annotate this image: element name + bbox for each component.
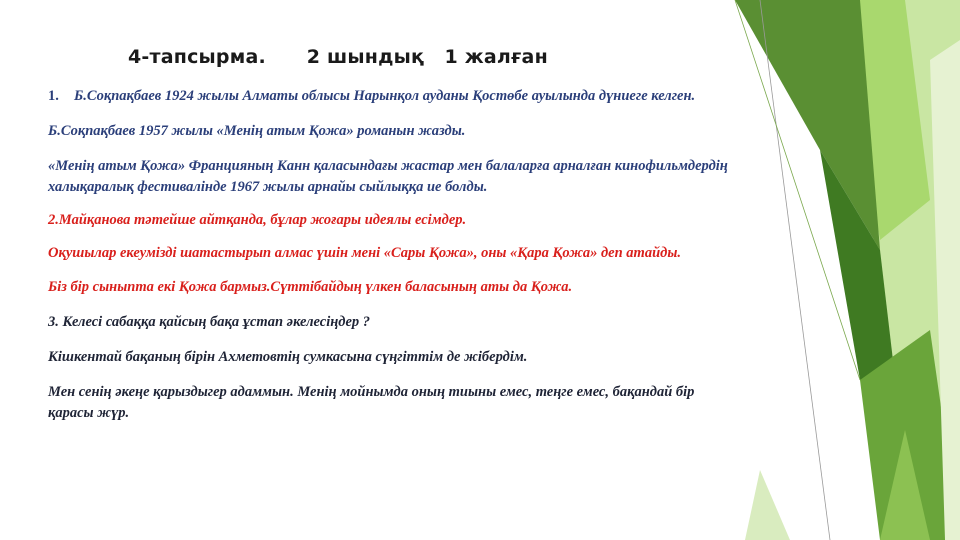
statement-nicknames: Оқушылар екеумізді шатастырып алмас үшін мені «Сары Қожа», оны «Қара Қожа» деп атайды.	[48, 245, 682, 261]
statement-question-3: 3. Келесі сабаққа қайсың бақа ұстап әкелесіңдер ?	[48, 314, 371, 330]
statement-frog: Кішкентай бақаның бірін Ахметовтің сумкасына сүңгіттім де жібердім.	[48, 349, 528, 365]
list-item-number: 1.	[48, 88, 59, 104]
statement-debt: Мен сенің әкеңе қарыздыгер адаммын. Менің мойнымда оның тиыны емес, теңге емес, бақандай бір қарасы жүр.	[48, 384, 695, 421]
statement-maikanova: 2.Майқанова тәтейше айтқанда, бұлар жоғары идеялы есімдер.	[48, 212, 467, 228]
statement-festival: «Менің атым Қожа» Францияның Канн қаласындағы жастар мен балаларға арналған кинофильмдердің халықаралық фестивалінде 1967 жылы арнайы сыйлыққа ие болды.	[48, 158, 728, 195]
bottom-small-facet	[745, 470, 790, 540]
statement-two-kozha: Біз бір сыныпта екі Қожа бармыз.Сүттібайдың үлкен баласының аты да Қожа.	[48, 279, 573, 295]
slide-title: 4-тапсырма. 2 шындық 1 жалған	[128, 46, 548, 68]
list-item-text: Б.Соқпақбаев 1924 жылы Алматы облысы Нарынқол ауданы Қостөбе ауылында дүниеге келген.	[74, 88, 696, 104]
list-item-1	[48, 86, 728, 107]
dark-green-facet-top	[735, 0, 880, 250]
statement-novel: Б.Соқпақбаев 1957 жылы «Менің атым Қожа» романын жазды.	[48, 123, 466, 139]
slide-content	[48, 86, 728, 424]
